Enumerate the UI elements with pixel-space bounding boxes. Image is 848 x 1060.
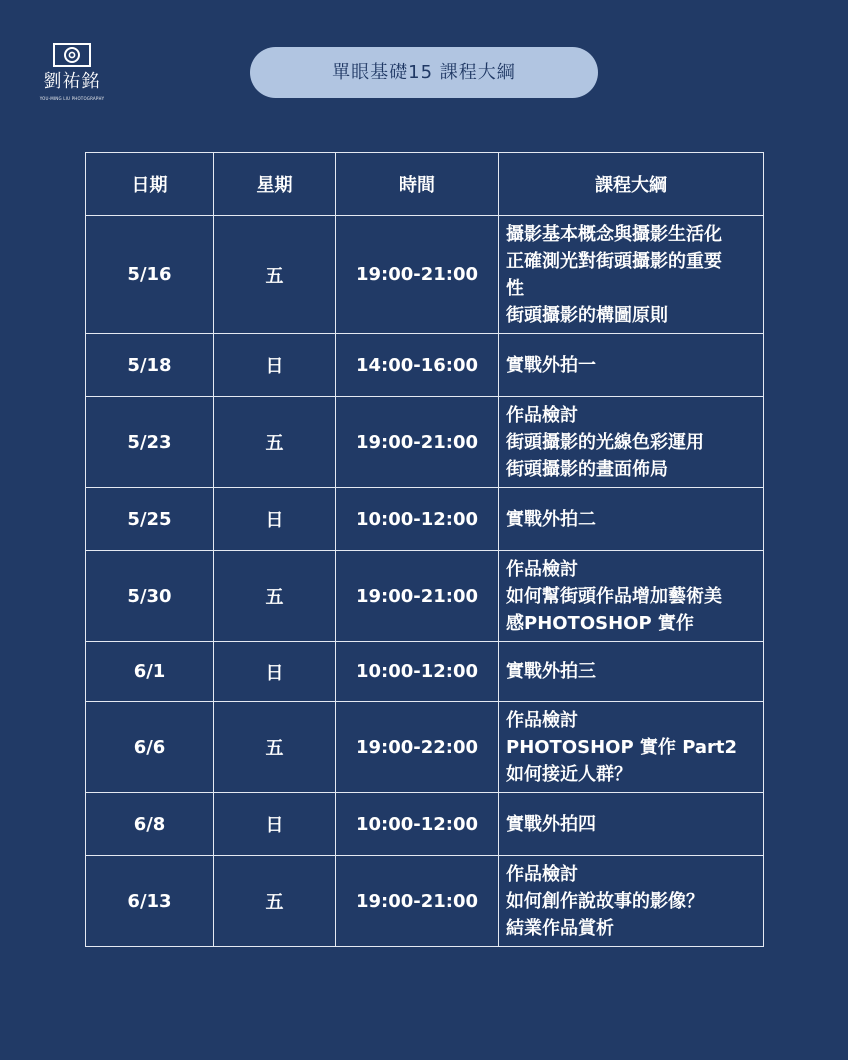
outline-line: 結業作品賞析	[506, 917, 614, 939]
cell-weekday: 日	[214, 488, 336, 551]
table-row	[86, 856, 764, 947]
outline-line: 作品檢討	[506, 404, 578, 426]
cell-weekday: 五	[214, 856, 336, 947]
cell-time: 19:00-22:00	[336, 702, 499, 793]
outline-line: 攝影基本概念與攝影生活化	[506, 223, 722, 245]
header-outline: 課程大綱	[499, 153, 764, 216]
cell-outline	[499, 702, 764, 793]
cell-time: 10:00-12:00	[336, 488, 499, 551]
header-time: 時間	[336, 153, 499, 216]
cell-date: 6/13	[86, 856, 214, 947]
cell-outline	[499, 334, 764, 397]
outline-line: 感PHOTOSHOP 實作	[506, 612, 694, 634]
outline-line: 實戰外拍四	[506, 813, 596, 835]
outline-line: 街頭攝影的構圖原則	[506, 304, 668, 326]
outline-line: 作品檢討	[506, 863, 578, 885]
outline-line: 實戰外拍一	[506, 354, 596, 376]
cell-time: 19:00-21:00	[336, 397, 499, 488]
outline-line: 如何接近人群？	[506, 763, 632, 785]
header-weekday: 星期	[214, 153, 336, 216]
table-row	[86, 642, 764, 702]
cell-time: 19:00-21:00	[336, 856, 499, 947]
table-row	[86, 702, 764, 793]
logo-subtitle: YOU-MING LIU PHOTOGRAPHY	[39, 96, 105, 101]
cell-date: 5/18	[86, 334, 214, 397]
cell-outline	[499, 551, 764, 642]
table-body	[86, 216, 764, 947]
table-row	[86, 334, 764, 397]
outline-line: 實戰外拍二	[506, 508, 596, 530]
outline-line: 如何創作說故事的影像？	[506, 890, 704, 912]
cell-date: 5/23	[86, 397, 214, 488]
outline-line: 街頭攝影的光線色彩運用	[506, 431, 704, 453]
table-row	[86, 793, 764, 856]
cell-outline	[499, 488, 764, 551]
cell-time: 19:00-21:00	[336, 216, 499, 334]
table-row	[86, 216, 764, 334]
cell-date: 6/6	[86, 702, 214, 793]
cell-weekday: 五	[214, 702, 336, 793]
outline-line: PHOTOSHOP 實作 Part2	[506, 736, 738, 758]
outline-line: 實戰外拍三	[506, 661, 596, 682]
course-schedule-table	[85, 152, 764, 947]
outline-line: 正確測光對街頭攝影的重要	[506, 250, 722, 272]
cell-time: 10:00-12:00	[336, 642, 499, 702]
outline-line: 作品檢討	[506, 558, 578, 580]
cell-outline	[499, 793, 764, 856]
table-header-row	[86, 153, 764, 216]
table-row	[86, 551, 764, 642]
cell-date: 6/1	[86, 642, 214, 702]
cell-weekday: 五	[214, 551, 336, 642]
cell-weekday: 日	[214, 793, 336, 856]
table-row	[86, 397, 764, 488]
cell-outline	[499, 216, 764, 334]
cell-weekday: 五	[214, 216, 336, 334]
outline-line: 如何幫街頭作品增加藝術美	[506, 585, 722, 607]
cell-time: 19:00-21:00	[336, 551, 499, 642]
cell-date: 6/8	[86, 793, 214, 856]
logo-name: 劉祐銘	[43, 71, 101, 92]
cell-outline	[499, 856, 764, 947]
outline-line: 街頭攝影的畫面佈局	[506, 458, 668, 480]
outline-line: 性	[506, 277, 524, 299]
cell-weekday: 五	[214, 397, 336, 488]
cell-time: 14:00-16:00	[336, 334, 499, 397]
brand-logo	[30, 40, 114, 101]
cell-weekday: 日	[214, 642, 336, 702]
camera-icon	[52, 40, 92, 68]
page-title: 單眼基礎15 課程大綱	[250, 47, 598, 98]
cell-date: 5/30	[86, 551, 214, 642]
cell-outline	[499, 642, 764, 702]
cell-outline	[499, 397, 764, 488]
cell-time: 10:00-12:00	[336, 793, 499, 856]
table-row	[86, 488, 764, 551]
cell-weekday: 日	[214, 334, 336, 397]
outline-line: 作品檢討	[506, 709, 578, 731]
cell-date: 5/25	[86, 488, 214, 551]
header-date: 日期	[86, 153, 214, 216]
cell-date: 5/16	[86, 216, 214, 334]
